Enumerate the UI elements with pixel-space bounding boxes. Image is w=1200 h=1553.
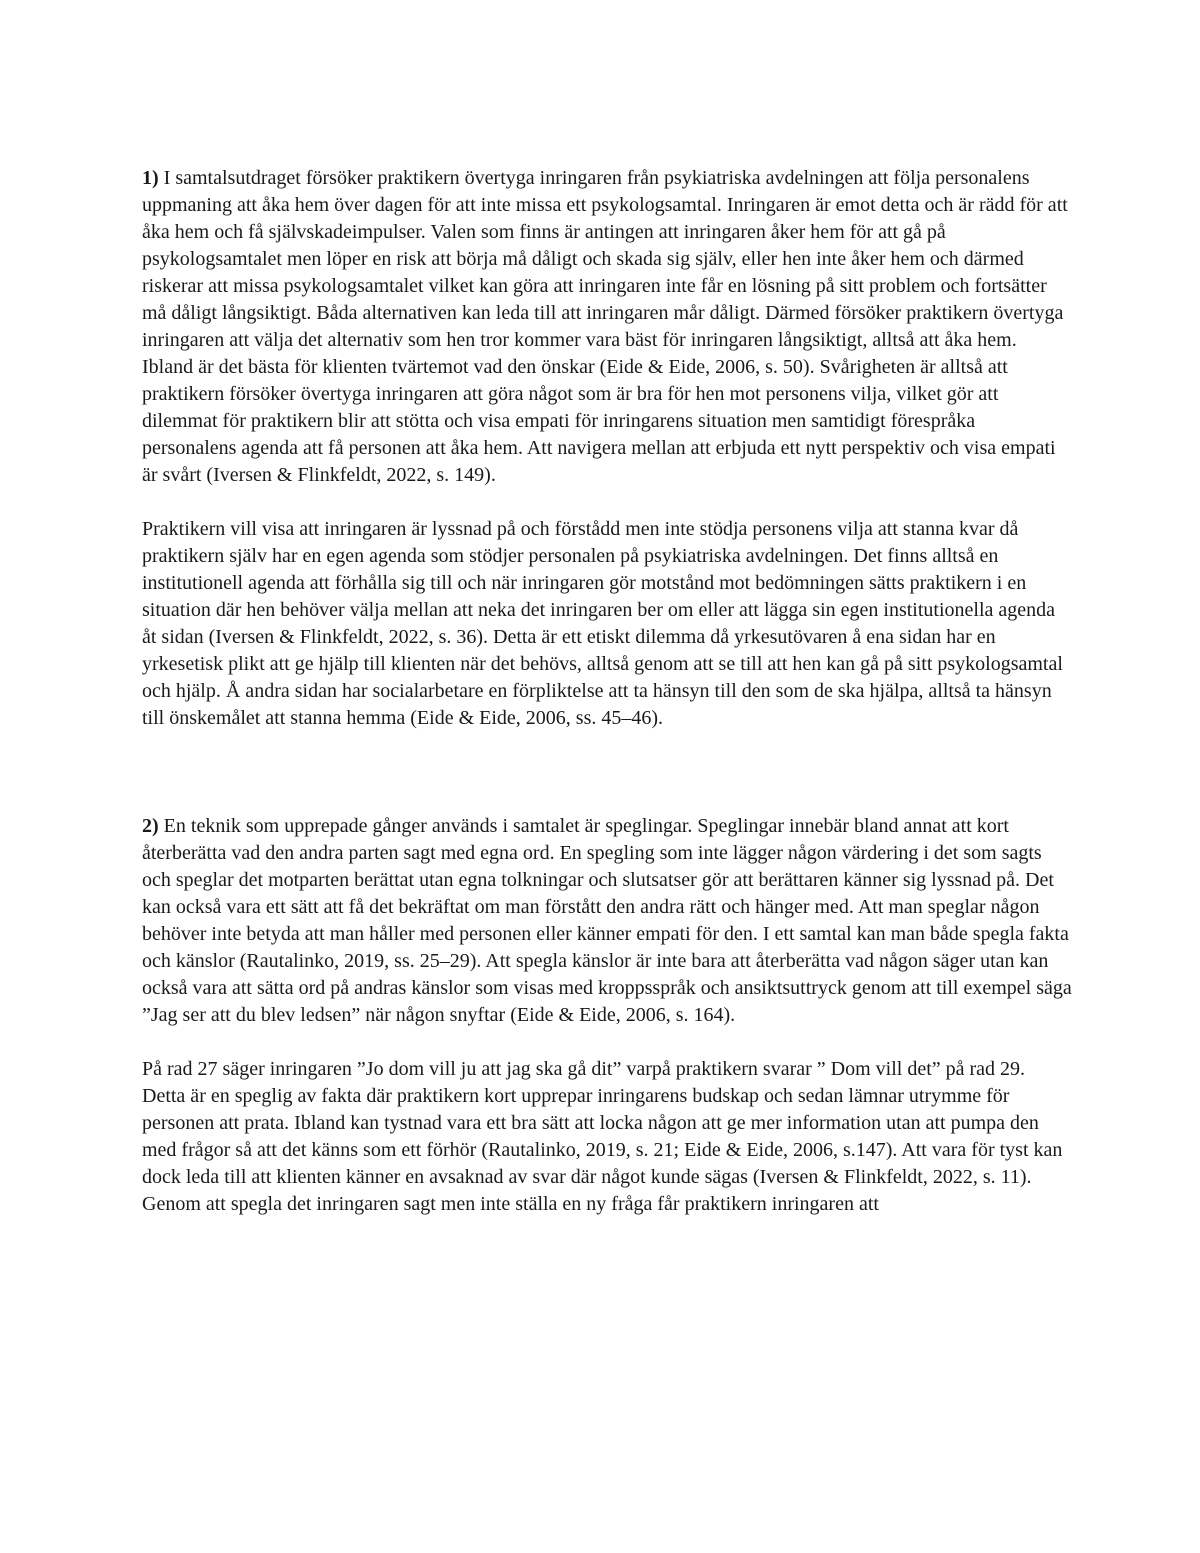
document-page bbox=[142, 165, 1072, 1245]
section-1-paragraph-2: Praktikern vill visa att inringaren är lyssnad på och förstådd men inte stödja personens vilja att stanna kvar då praktikern själv har en egen agenda som stödjer personalen på psykiatriska avdelningen. Det finns alltså en institutionell agenda att förhålla sig till och när inringaren gör motstånd mot bedömningen sätts praktikern i en situation där hen behöver välja mellan att neka det inringaren ber om eller att lägga sin egen institutionella agenda åt sidan (Iversen & Flinkfeldt, 2022, s. 36). Detta är ett etiskt dilemma då yrkesutövaren å ena sidan har en yrkesetisk plikt att ge hjälp till klienten när det behövs, alltså genom att se till att hen kan gå på sitt psykologsamtal och hjälp. Å andra sidan har socialarbetare en förpliktelse att ta hänsyn till den som de ska hjälpa, alltså ta hänsyn till önskemålet att stanna hemma (Eide & Eide, 2006, ss. 45–46). bbox=[142, 518, 1063, 729]
section-2-paragraph-1 bbox=[142, 813, 1072, 1029]
section-2-paragraph-2: På rad 27 säger inringaren ”Jo dom vill ju att jag ska gå dit” varpå praktikern svarar ” Dom vill det” på rad 29. Detta är en speglig av fakta där praktikern kort upprepar inringarens budskap och sedan lämnar utrymme för personen att prata. Ibland kan tystnad vara ett bra sätt att locka någon att ge mer information utan att pumpa den med frågor så att det känns som ett förhör (Rautalinko, 2019, s. 21; Eide & Eide, 2006, s.147). Att vara för tyst kan dock leda till att klienten känner en avsaknad av svar där något kunde sägas (Iversen & Flinkfeldt, 2022, s. 11). Genom att spegla det inringaren sagt men inte ställa en ny fråga får praktikern inringaren att bbox=[142, 1058, 1063, 1215]
section-1-number: 1) bbox=[142, 167, 159, 189]
section-1-paragraph-1 bbox=[142, 165, 1072, 489]
section-2-number: 2) bbox=[142, 815, 159, 837]
section-2-paragraph-1-text: En teknik som upprepade gånger används i samtalet är speglingar. Speglingar innebär bland annat att kort återberätta vad den andra parten sagt med egna ord. En spegling som inte lägger någon värdering i det som sagts och speglar det motparten berättat utan egna tolkningar och slutsatser gör att berättaren känner sig lyssnad på. Det kan också vara ett sätt att få det bekräftat om man förstått den andra rätt och hänger med. Att man speglar någon behöver inte betyda att man håller med personen eller känner empati för den. I ett samtal kan man både spegla fakta och känslor (Rautalinko, 2019, ss. 25–29). Att spegla känslor är inte bara att återberätta vad någon säger utan kan också vara att sätta ord på andras känslor som visas med kroppsspråk och ansiktsuttryck genom att till exempel säga ”Jag ser att du blev ledsen” när någon snyftar (Eide & Eide, 2006, s. 164). bbox=[142, 815, 1072, 1026]
section-1-paragraph-1-text: I samtalsutdraget försöker praktikern övertyga inringaren från psykiatriska avdelningen att följa personalens uppmaning att åka hem över dagen för att inte missa ett psykologsamtal. Inringaren är emot detta och är rädd för att åka hem och få självskadeimpulser. Valen som finns är antingen att inringaren åker hem för att gå på psykologsamtalet men löper en risk att börja må dåligt och skada sig själv, eller hen inte åker hem och därmed riskerar att missa psykologsamtalet vilket kan göra att inringaren inte får en lösning på sitt problem och fortsätter må dåligt långsiktigt. Båda alternativen kan leda till att inringaren mår dåligt. Därmed försöker praktikern övertyga inringaren att välja det alternativ som hen tror kommer vara bäst för inringaren långsiktigt, alltså att åka hem. Ibland är det bästa för klienten tvärtemot vad den önskar (Eide & Eide, 2006, s. 50). Svårigheten är alltså att praktikern försöker övertyga inringaren att göra något som är bra för hen mot personens vilja, vilket gör att dilemmat för praktikern blir att stötta och visa empati för inringarens situation men samtidigt förespråka personalens agenda att få personen att åka hem. Att navigera mellan att erbjuda ett nytt perspektiv och visa empati är svårt (Iversen & Flinkfeldt, 2022, s. 149). bbox=[142, 167, 1068, 486]
